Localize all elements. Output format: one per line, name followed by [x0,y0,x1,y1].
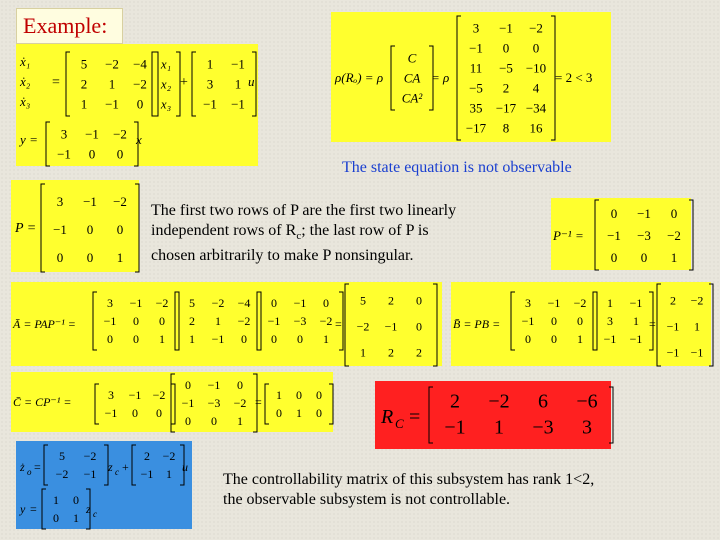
rank-rhs: = 2 < 3 [555,70,593,85]
matrix-cell: −1 [267,313,281,328]
matrix-cell: −2 [105,56,119,72]
matrix-cell: 1 [694,319,700,334]
p-matrix [41,184,139,272]
matrix-bracket [44,445,48,485]
matrix-cell: 1 [53,492,59,507]
matrix-cell: 0 [610,249,618,265]
p-explanation-line1: The first two rows of P are the first two linearly [151,202,457,219]
matrix-cell: 1 [108,76,116,92]
b-bar-svg [451,282,711,366]
sub-zc: z [108,460,113,474]
p-explanation [151,201,551,266]
matrix-cell: x₁ [160,56,172,72]
matrix-bracket [175,292,179,350]
matrix-cell: 2 [388,293,394,308]
c-bar-result [265,384,333,424]
matrix-cell: 0 [211,413,217,428]
matrix-cell: 2 [670,293,676,308]
p-inverse-panel [551,198,691,270]
matrix-cell: −1 [128,387,142,402]
matrix-cell: 0 [271,295,277,310]
matrix-cell: 2 [416,345,422,360]
matrix-cell: 1 [276,387,282,402]
matrix-cell: −2 [690,293,704,308]
rc-label: R [381,406,394,428]
eq-sign: = [52,75,60,90]
b-bar-label: B̄ = PB = [453,317,501,331]
c-bar-m2 [171,374,257,432]
matrix-bracket [457,16,461,140]
vector-x [152,52,180,116]
matrix-cell: 0 [88,146,96,162]
not-observable-note: The state equation is not observable [342,159,572,176]
matrix-cell: −1 [521,313,535,328]
a-bar-label: Ā = PAP⁻¹ = [13,317,76,331]
matrix-bracket [511,292,515,350]
matrix-bracket [171,374,175,432]
matrix-bracket [329,384,333,424]
matrix-cell: 0 [86,250,94,266]
matrix-bracket [46,122,50,166]
subsystem-panel [16,441,192,529]
matrix-cell: 0 [551,331,557,346]
matrix-cell: −1 [181,395,195,410]
matrix-cell: −1 [104,405,118,420]
matrix-cell: −1 [207,377,221,392]
matrix-cell: −1 [85,126,99,142]
matrix-cell: −1 [384,319,398,334]
output-y: y [20,132,26,147]
matrix-bracket [95,384,99,424]
a-bar-panel [11,282,442,366]
matrix-cell: 0 [86,222,94,238]
a-bar-m3 [257,292,343,350]
matrix-cell: 1 [159,331,165,346]
matrix-cell: 2 [502,80,510,96]
matrix-cell: 0 [276,405,282,420]
plus-sign: + [180,75,188,90]
matrix-cell: −2 [211,295,225,310]
matrix-cell: 1 [494,416,504,439]
matrix-cell: −1 [211,331,225,346]
matrix-cell: −6 [576,390,598,413]
c-bar-svg [11,372,333,432]
matrix-cell: x₂ [160,76,172,92]
matrix-cell: −2 [529,20,543,36]
matrix-cell: 0 [271,331,277,346]
matrix-cell: 0 [133,313,139,328]
matrix-cell: 4 [532,80,540,96]
matrix-cell: x₃ [160,96,172,112]
matrix-bracket [257,292,261,350]
rank-stack [391,46,433,110]
matrix-cell: 0 [551,313,557,328]
matrix-cell: −2 [319,313,333,328]
rank-lhs: ρ(Rₒ) = ρ [335,70,384,85]
rank-mid: = ρ [431,70,450,85]
matrix-cell: −5 [499,60,513,76]
matrix-bracket [709,284,713,366]
subsystem-svg [16,441,192,529]
matrix-cell: −3 [532,416,554,439]
matrix-cell: 2 [80,76,88,92]
sub-eq-y: = [30,502,37,516]
matrix-cell: −1 [105,96,119,112]
p-explanation-line3: chosen arbitrarily to make P nonsingular. [151,247,414,265]
p-explanation-sub: c [296,230,302,243]
matrix-cell: −2 [83,448,97,463]
matrix-cell: 0 [577,313,583,328]
p-label: P = [15,221,37,236]
matrix-cell: 0 [132,405,138,420]
matrix-cell: −1 [83,466,97,481]
matrix-cell: 0 [241,331,247,346]
matrix-cell: −3 [637,227,651,243]
matrix-cell: −1 [231,96,245,112]
controllability-note-line2: the observable subsystem is not controllable. [223,491,511,508]
matrix-cell: 2 [450,390,460,413]
matrix-cell: 0 [185,413,191,428]
sub-eq: = [34,460,41,474]
matrix-cell: 0 [502,40,510,56]
matrix-cell: 1 [607,295,613,310]
matrix-bracket [175,292,179,350]
matrix-cell: −2 [162,448,176,463]
matrix-cell: 5 [189,295,195,310]
matrix-bracket [154,52,158,116]
matrix-cell: −3 [207,395,221,410]
matrix-bracket [433,284,437,366]
matrix-cell: 5 [360,293,366,308]
zo-dot: ż [20,460,25,474]
p-matrix-svg [11,180,139,272]
c-bar-label: C̄ = CP⁻¹ = [13,395,72,409]
matrix-cell: 0 [416,319,422,334]
b-bar-m2 [593,292,653,350]
c-bar-m1 [95,384,175,424]
matrix-cell: 16 [529,120,543,136]
system-equation-svg [16,44,258,166]
matrix-cell: 3 [525,295,531,310]
matrix-cell: 0 [316,405,322,420]
matrix-cell: −1 [666,319,680,334]
rc-eq: = [409,406,421,428]
matrix-cell: 1 [577,331,583,346]
matrix-bracket [689,200,693,270]
matrix-cell: −1 [629,331,643,346]
matrix-cell: 0 [116,222,124,238]
matrix-cell: 0 [323,295,329,310]
matrix-cell: 1 [237,413,243,428]
matrix-cell: 0 [640,249,648,265]
example-title: Example: [16,8,123,44]
matrix-cell: 0 [237,377,243,392]
input-u: u [248,74,255,89]
matrix-cell: 5 [80,56,88,72]
matrix-cell: −1 [129,295,143,310]
matrix-bracket [171,384,175,424]
matrix-bracket [391,46,395,110]
matrix-cell: −2 [488,390,510,413]
matrix-cell: −1 [53,222,67,238]
matrix-bracket [135,184,139,272]
x1-dot: ẋ₁ [20,54,31,69]
matrix-cell: 0 [56,250,64,266]
matrix-cell: −3 [293,313,307,328]
sub-y: y [20,502,26,516]
matrix-cell: 3 [607,313,613,328]
matrix-cell: 0 [316,387,322,402]
matrix-cell: 0 [525,331,531,346]
matrix-cell: −1 [666,345,680,360]
matrix-bracket [132,445,136,485]
matrix-cell: −1 [103,313,117,328]
matrix-cell: −1 [547,295,561,310]
matrix-cell: −1 [603,331,617,346]
matrix-cell: −1 [140,466,154,481]
matrix-cell: −17 [495,100,517,116]
matrix-cell: 3 [60,126,68,142]
a-bar-eq: = [335,317,342,331]
matrix-cell: 3 [206,76,214,92]
matrix-bracket [657,284,661,366]
matrix-bracket [595,200,599,270]
matrix-cell: −10 [525,60,547,76]
matrix-bracket [152,52,156,116]
matrix-cell: −2 [113,126,127,142]
observability-matrix [457,16,555,140]
matrix-cell: −1 [203,96,217,112]
matrix-cell: 11 [469,60,483,76]
matrix-cell: 0 [670,205,678,221]
matrix-cell: 3 [108,387,114,402]
system-equation-panel [16,44,258,166]
matrix-cell: 2 [144,448,150,463]
sub-matrix-a [44,445,108,485]
matrix-cell: −2 [233,395,247,410]
sub-matrix-b [132,445,184,485]
b-bar-eq: = [649,317,656,331]
matrix-cell: 1 [323,331,329,346]
matrix-a [66,52,158,116]
matrix-cell: 0 [532,40,540,56]
matrix-cell: 1 [633,313,639,328]
a-bar-m2 [175,292,261,350]
p-inverse-svg [551,198,691,270]
matrix-cell: −1 [607,227,621,243]
matrix-cell: −1 [499,20,513,36]
controllability-note-line1: The controllability matrix of this subsystem has rank 1<2, [223,471,595,488]
matrix-cell: −2 [155,295,169,310]
matrix-cell: 0 [136,96,144,112]
matrix-cell: 6 [538,390,548,413]
matrix-cell: 1 [360,345,366,360]
c-bar-eq: = [255,395,262,409]
matrix-cell: 1 [73,510,79,525]
matrix-cell: −1 [293,295,307,310]
sub-zc2-sub: c [93,509,97,519]
matrix-cell: −2 [356,319,370,334]
matrix-cell: 0 [133,331,139,346]
matrix-cell: 0 [116,146,124,162]
matrix-cell: 0 [185,377,191,392]
matrix-cell: −1 [444,416,466,439]
a-bar-result [345,284,437,366]
matrix-bracket [429,387,433,443]
matrix-cell: −1 [231,56,245,72]
sub-zc-sub: c [115,467,119,477]
b-bar-m1 [511,292,597,350]
matrix-cell: 2 [388,345,394,360]
matrix-cell: −2 [133,76,147,92]
p-explanation-line2a: independent rows of R [151,222,297,239]
observability-rank-svg [331,12,611,142]
matrix-cell: −1 [469,40,483,56]
matrix-bracket [257,292,261,350]
matrix-bracket [593,292,597,350]
x3-dot: ẋ₃ [20,94,31,109]
sub-zc2: z [86,502,91,516]
matrix-cell: CA [403,70,421,86]
p-explanation-line2b: ; the last row of P is [301,222,429,239]
matrix-cell: −2 [573,295,587,310]
eq-sign-y: = [30,132,38,147]
matrix-cell: −17 [465,120,487,136]
matrix-cell: 1 [296,405,302,420]
matrix-cell: 0 [107,331,113,346]
matrix-cell: CA² [401,90,423,106]
matrix-cell: 2 [189,313,195,328]
p-explanation-line2 [151,221,551,246]
matrix-cell: −2 [55,466,69,481]
matrix-bracket [41,184,45,272]
matrix-cell: 0 [73,492,79,507]
matrix-cell: 0 [610,205,618,221]
a-bar-svg [11,282,442,366]
matrix-cell: 3 [56,194,64,210]
matrix-cell: 35 [469,100,483,116]
matrix-cell: −34 [525,100,547,116]
matrix-cell: 0 [296,387,302,402]
matrix-cell: −1 [57,146,71,162]
matrix-cell: 0 [159,313,165,328]
matrix-bracket [345,284,349,366]
matrix-cell: 0 [53,510,59,525]
matrix-cell: −1 [637,205,651,221]
b-bar-result [657,284,713,366]
matrix-cell: C [407,50,417,66]
matrix-b [192,52,256,116]
x2-dot: ẋ₂ [20,74,31,89]
matrix-bracket [66,52,70,116]
observability-rank-panel [331,12,611,142]
matrix-bracket [93,292,97,350]
sub-u: u [182,460,188,474]
matrix-cell: 1 [116,250,124,266]
matrix-cell: 1 [234,76,242,92]
rc-matrix [429,387,613,443]
matrix-bracket [42,489,46,529]
matrix-cell: −4 [133,56,147,72]
matrix-cell: −2 [237,313,251,328]
matrix-cell: −4 [237,295,251,310]
matrix-bracket [192,52,196,116]
matrix-cell: −1 [629,295,643,310]
matrix-cell: 1 [206,56,214,72]
controllability-matrix-svg [375,381,611,449]
matrix-cell: −5 [469,80,483,96]
p-inverse-label: P⁻¹ = [553,228,584,243]
matrix-cell: 0 [416,293,422,308]
matrix-bracket [265,384,269,424]
state-x: x [136,132,142,147]
matrix-c [46,122,138,166]
matrix-cell: 3 [107,295,113,310]
p-matrix-panel [11,180,139,272]
sub-plus: + [122,460,129,474]
matrix-cell: 3 [472,20,480,36]
sub-matrix-c [42,489,90,529]
matrix-cell: 8 [502,120,510,136]
matrix-bracket [593,292,597,350]
zo-sub: o [27,467,32,477]
matrix-cell: −1 [83,194,97,210]
matrix-cell: −2 [152,387,166,402]
rc-sub: C [395,416,404,431]
p-inverse-matrix [595,200,693,270]
matrix-cell: 1 [670,249,678,265]
matrix-cell: 5 [59,448,65,463]
matrix-cell: 0 [156,405,162,420]
matrix-cell: 1 [80,96,88,112]
matrix-cell: 1 [189,331,195,346]
matrix-cell: 1 [166,466,172,481]
matrix-cell: 0 [297,331,303,346]
matrix-cell: −2 [667,227,681,243]
matrix-cell: −2 [113,194,127,210]
controllability-matrix-panel [375,381,611,449]
matrix-bracket [609,387,613,443]
b-bar-panel [451,282,711,366]
matrix-cell: 3 [582,416,592,439]
a-bar-m1 [93,292,179,350]
matrix-cell: 1 [215,313,221,328]
controllability-note [223,470,713,510]
matrix-cell: −1 [690,345,704,360]
c-bar-panel [11,372,333,432]
